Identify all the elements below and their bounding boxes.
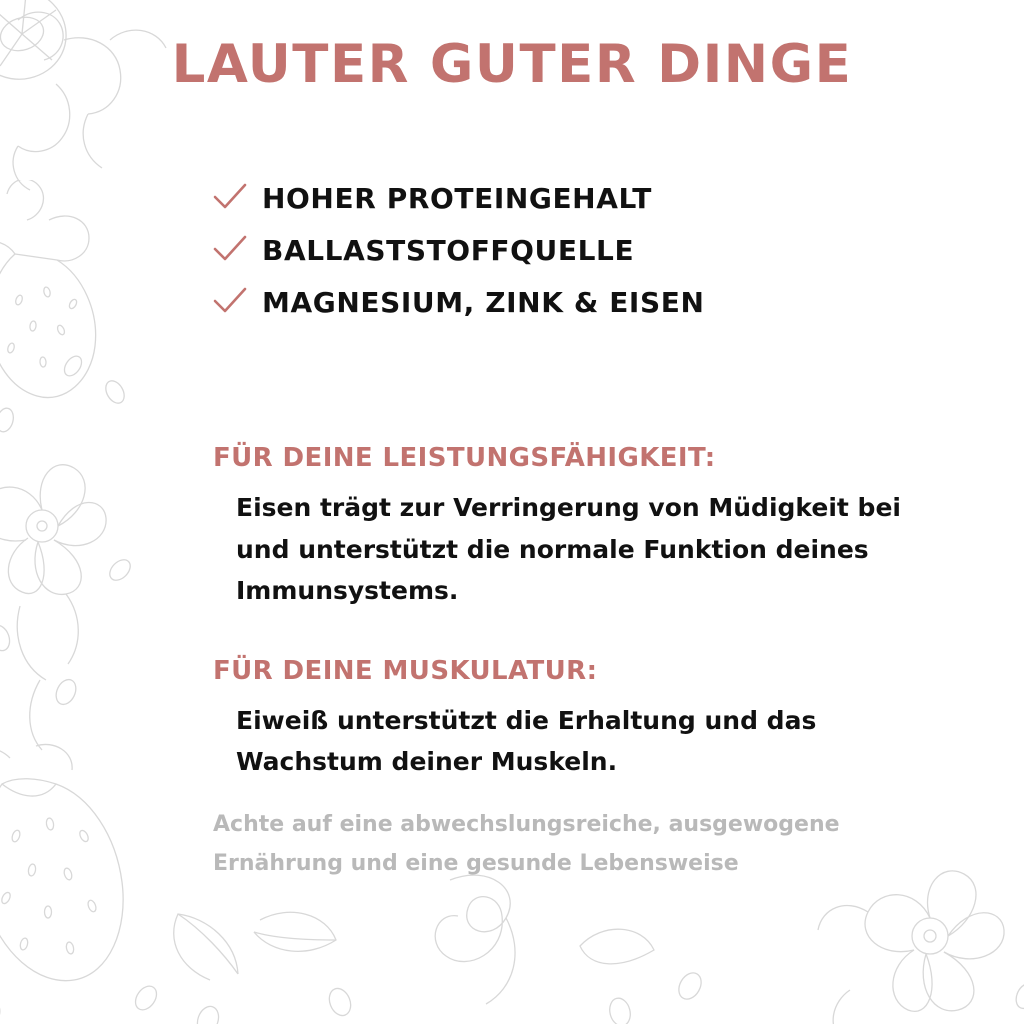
section-title: FÜR DEINE MUSKULATUR: (213, 655, 598, 686)
section-body: Eisen trägt zur Verringerung von Müdigkeit bei und unterstützt die normale Funktion deines Immunsystems. (236, 493, 901, 605)
leaves-and-swirl-sketch-bottom (150, 860, 770, 1024)
benefit-list (212, 172, 932, 328)
section-title: FÜR DEINE LEISTUNGSFÄHIGKEIT: (213, 443, 716, 473)
blossom-sketch-left (0, 430, 200, 760)
benefit-sections (213, 443, 973, 809)
disclaimer-text: Achte auf eine abwechslungsreiche, ausgewogene Ernährung und eine gesunde Lebensweise (213, 812, 840, 876)
list-item-label: MAGNESIUM, ZINK & EISEN (262, 285, 705, 319)
section-leistungsfaehigkeit (213, 443, 973, 612)
list-item-label: BALLASTSTOFFQUELLE (262, 233, 635, 267)
list-item (212, 276, 932, 328)
check-icon (212, 235, 248, 265)
strawberry-sketch-left (0, 180, 135, 460)
section-muskulatur (213, 656, 973, 783)
check-icon (212, 287, 248, 317)
strawberry-blossom-sketch-top-left (0, 0, 170, 210)
list-item (212, 224, 932, 276)
section-body: Eiweiß unterstützt die Erhaltung und das Wachstum deiner Muskeln. (236, 705, 817, 776)
strawberry-sketch-bottom-left (0, 740, 180, 1024)
page-title: LAUTER GUTER DINGE (171, 34, 853, 95)
list-item-label: HOHER PROTEINGEHALT (262, 181, 652, 215)
list-item (212, 172, 932, 224)
check-icon (212, 183, 248, 213)
